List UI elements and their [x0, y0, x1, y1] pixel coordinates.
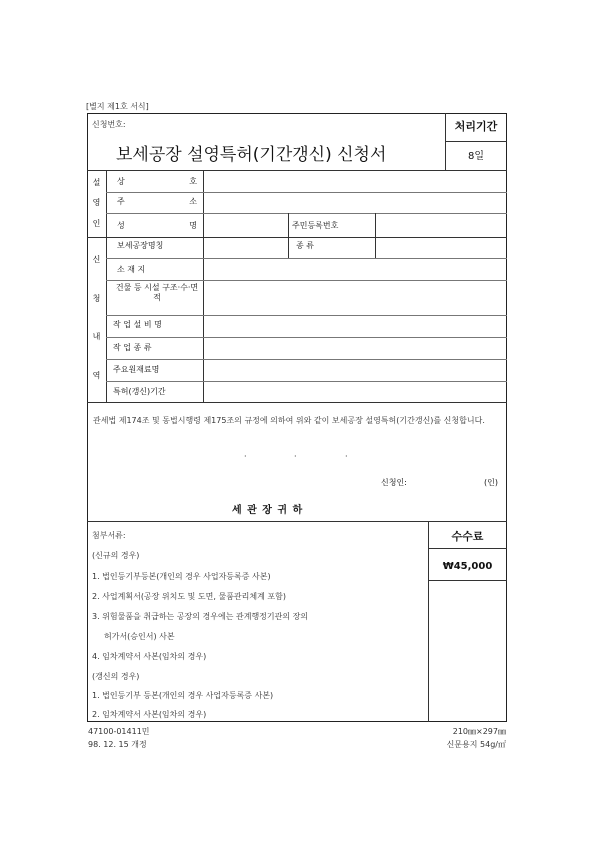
location-label: 소 재 지 [117, 265, 146, 274]
factory-name-label: 보세공장명칭 [117, 241, 164, 250]
attachments-label: 첨부서류: [92, 531, 126, 540]
name-label: 성 명 [117, 221, 197, 230]
attachment-item: 1. 법인등기부등본(개인의 경우 사업자등록증 사본) [92, 572, 271, 581]
attachment-item: (갱신의 경우) [92, 672, 140, 681]
application-statement: 관세법 제174조 및 동법시행령 제175조의 규정에 의하여 위와 같이 보세공장 설영특허(기간갱신)를 신청합니다. [93, 416, 485, 425]
attachment-item: 1. 법인등기부 등본(개인의 경우 사업자등록증 사본) [92, 691, 274, 700]
resident-number-label: 주민등록번호 [292, 221, 339, 230]
fee-label: 수수료 [451, 530, 484, 543]
processing-period-value: 8일 [467, 151, 485, 162]
license-period-label: 특허(갱신)기간 [113, 387, 166, 396]
attachment-item: (신규의 경우) [92, 551, 140, 560]
building-facilities-label: 건물 등 시설 구조·수·면적 [115, 283, 199, 302]
attachment-item: 3. 위험물품을 취급하는 공장의 경우에는 관계행정기관의 장의 [92, 612, 309, 621]
form-code: 47100-01411민 [88, 727, 150, 736]
attachment-item: 2. 사업계획서(공장 위치도 및 도면, 물품관리체계 포함) [92, 592, 286, 601]
attachment-item: 허가서(승인서) 사본 [104, 632, 175, 641]
paper-size: 210㎜×297㎜ [452, 727, 506, 736]
work-type-label: 작 업 종 류 [113, 343, 152, 352]
applicant-signature-label: 신청인: [381, 478, 407, 487]
type-label: 종 류 [296, 241, 314, 250]
application-number-label: 신청번호: [92, 120, 126, 129]
date-year-dot: · [244, 452, 247, 461]
addressee: 세 관 장 귀 하 [232, 505, 304, 516]
applicant-section-label: 설 영 인 [92, 177, 101, 229]
form-number-label: [별지 제1호 서식] [86, 102, 149, 111]
attachment-item: 2. 임차계약서 사본(임차의 경우) [92, 710, 207, 719]
form-title: 보세공장 설영특허(기간갱신) 신청서 [116, 145, 387, 165]
revision-date: 98. 12. 15 개정 [88, 740, 147, 749]
date-month-dot: · [294, 452, 297, 461]
equipment-name-label: 작 업 설 비 명 [113, 320, 162, 329]
date-day-dot: · [345, 452, 348, 461]
seal-label: (인) [484, 478, 498, 487]
trade-name-label: 상 호 [117, 177, 197, 186]
attachment-item: 4. 임차계약서 사본(임차의 경우) [92, 652, 207, 661]
details-section-label: 신 청 내 역 [92, 254, 101, 381]
main-materials-label: 주요원재료명 [113, 365, 160, 374]
fee-amount: ₩45,000 [442, 561, 493, 572]
paper-type: 신문용지 54g/㎡ [446, 740, 506, 749]
processing-period-label: 처리기간 [454, 120, 498, 133]
address-label: 주 소 [117, 197, 197, 206]
